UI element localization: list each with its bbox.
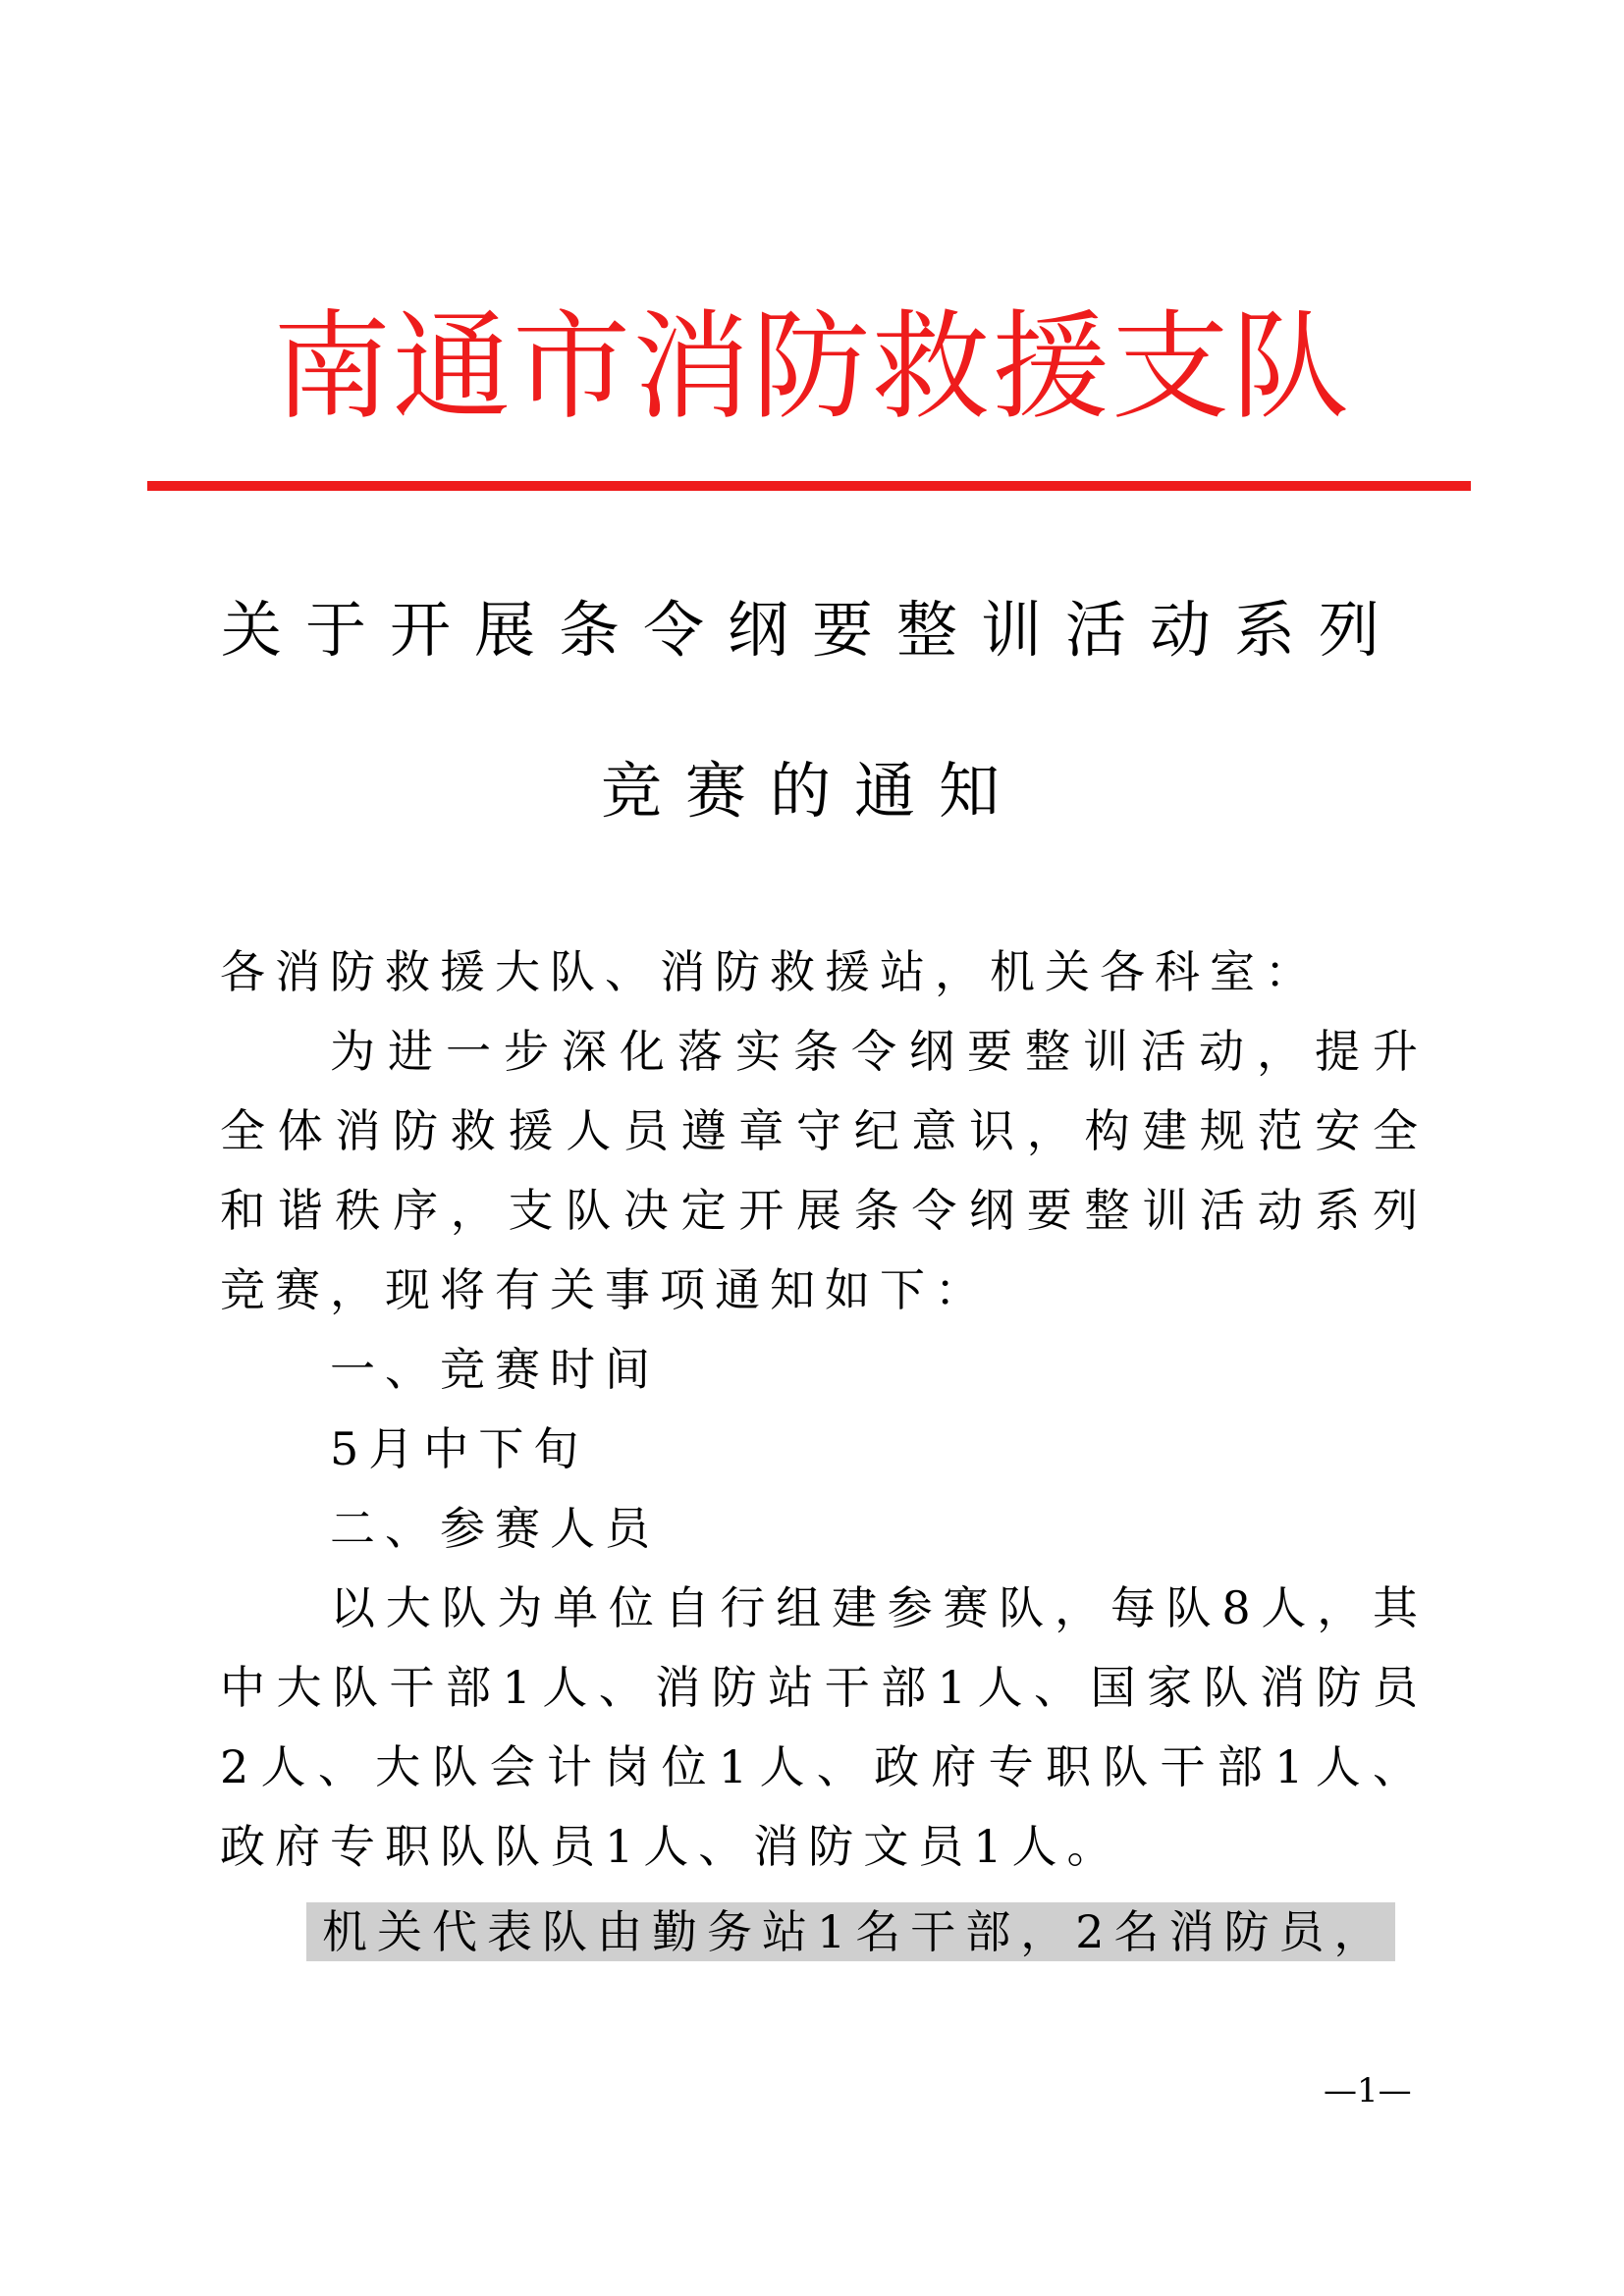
- section-1-heading: 一、竞赛时间: [330, 1343, 660, 1396]
- section-2-content: 以大队为单位自行组建参赛队，每队8人，其中大队干部1人、消防站干部1人、国家队消防员2人、大队会计岗位1人、政府专职队干部1人、政府专职队队员1人、消防文员1人。: [220, 1581, 1428, 1873]
- document-title-line-2: 竞赛的通知: [600, 755, 1023, 827]
- section-1-content: 5月中下旬: [330, 1422, 589, 1475]
- intro-paragraph: 为进一步深化落实条令纲要整训活动，提升全体消防救援人员遵章守纪意识，构建规范安全和谐秩序，支队决定开展条令纲要整训活动系列竞赛，现将有关事项通知如下：: [220, 1025, 1428, 1316]
- page-number: —1—: [1324, 2071, 1412, 2110]
- highlighted-text: 机关代表队由勤务站1名干部，2名消防员，: [306, 1902, 1395, 1961]
- highlighted-paragraph: [306, 1893, 1428, 1972]
- section-2-heading: 二、参赛人员: [330, 1502, 660, 1555]
- organization-header: 南通市消防救援支队: [273, 299, 1351, 436]
- salutation: 各消防救援大队、消防救援站，机关各科室：: [220, 945, 1320, 998]
- document-body: [220, 933, 1428, 1972]
- document-title-line-1: 关于开展条令纲要整训活动系列: [220, 594, 1403, 666]
- header-red-rule: [147, 481, 1471, 491]
